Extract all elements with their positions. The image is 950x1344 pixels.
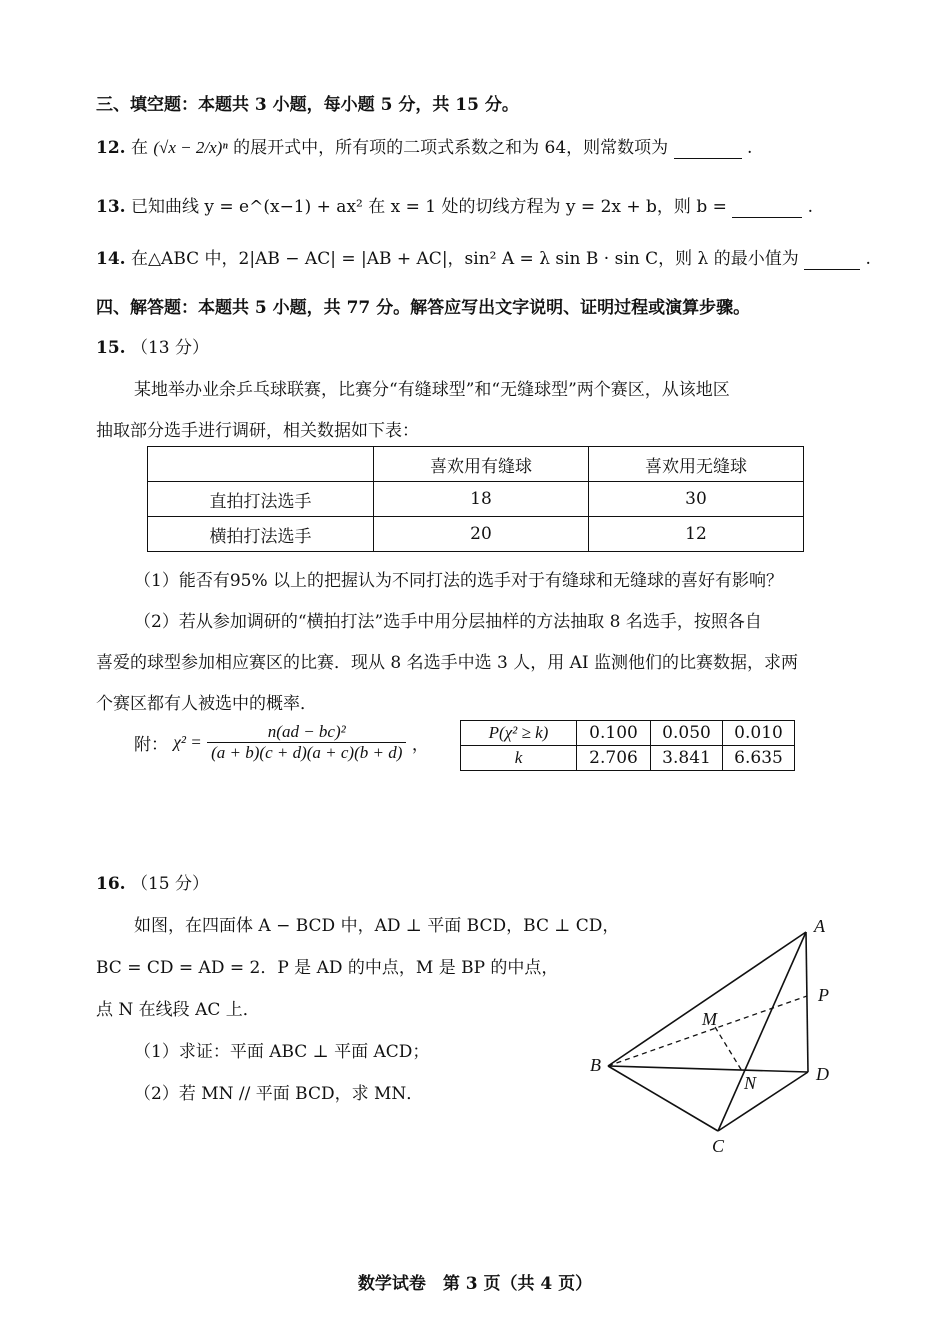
tetrahedron-figure bbox=[580, 905, 840, 1160]
question-12-number: 12. bbox=[96, 138, 126, 158]
table-cell: 0.100 bbox=[577, 721, 651, 746]
table-cell: 12 bbox=[589, 517, 804, 552]
table-cell: 横拍打法选手 bbox=[148, 517, 374, 552]
question-14-number: 14. bbox=[96, 249, 126, 269]
question-15-para1-line2: 抽取部分选手进行调研，相关数据如下表： bbox=[96, 421, 419, 441]
table-header-cell: 喜欢用无缝球 bbox=[589, 447, 804, 482]
table-cell: 2.706 bbox=[577, 746, 651, 771]
label-m: M bbox=[702, 1009, 717, 1029]
table-cell: 20 bbox=[374, 517, 589, 552]
question-14 bbox=[96, 244, 871, 270]
answer-blank-14[interactable] bbox=[804, 249, 860, 270]
table-cell: 直拍打法选手 bbox=[148, 482, 374, 517]
table-cell: 3.841 bbox=[651, 746, 723, 771]
segment-mn bbox=[715, 1027, 742, 1071]
formula-numerator: n(ad − bc)² bbox=[207, 722, 406, 743]
formula-fraction bbox=[207, 722, 406, 763]
question-16-number: 16. bbox=[96, 874, 126, 894]
question-16-line1: 如图，在四面体 A − BCD 中，AD ⊥ 平面 BCD，BC ⊥ CD， bbox=[134, 916, 620, 936]
table-header-cell bbox=[148, 447, 374, 482]
question-16-line3: 点 N 在线段 AC 上． bbox=[96, 1000, 260, 1020]
formula-comma: ， bbox=[411, 735, 429, 755]
section4-heading: 四、解答题：本题共 5 小题，共 77 分。解答应写出文字说明、证明过程或演算步骤。 bbox=[96, 298, 751, 318]
question-16-header bbox=[96, 869, 209, 894]
edge-bc bbox=[608, 1066, 718, 1131]
chi-square-formula bbox=[134, 722, 429, 763]
label-c: C bbox=[712, 1136, 725, 1156]
question-16-score: （15 分） bbox=[130, 874, 210, 894]
formula-lhs: χ² = bbox=[173, 732, 202, 752]
survey-table bbox=[147, 446, 804, 552]
answer-blank-12[interactable] bbox=[674, 138, 742, 159]
table-cell: 0.050 bbox=[651, 721, 723, 746]
chi-square-reference-table bbox=[460, 720, 795, 771]
edge-ad bbox=[806, 932, 808, 1072]
table-cell: P(χ² ≥ k) bbox=[461, 721, 577, 746]
table-header-cell: 喜欢用有缝球 bbox=[374, 447, 589, 482]
table-cell: 30 bbox=[589, 482, 804, 517]
label-b: B bbox=[590, 1055, 601, 1075]
question-15-sub2-line2: 喜爱的球型参加相应赛区的比赛．现从 8 名选手中选 3 人，用 AI 监测他们的比赛数据，求两 bbox=[96, 653, 799, 673]
question-13-end: . bbox=[807, 197, 814, 217]
table-cell: 6.635 bbox=[723, 746, 795, 771]
question-15-header bbox=[96, 333, 209, 358]
question-15-sub1: （1）能否有95% 以上的把握认为不同打法的选手对于有缝球和无缝球的喜好有影响？ bbox=[134, 571, 784, 591]
table-row bbox=[461, 746, 795, 771]
question-12 bbox=[96, 133, 752, 159]
question-13-number: 13. bbox=[96, 197, 126, 217]
table-cell: k bbox=[461, 746, 577, 771]
question-13-text: 已知曲线 y = e^(x−1) + ax² 在 x = 1 处的切线方程为 y = 2x + b，则 b = bbox=[130, 197, 727, 217]
segment-mn-hit bbox=[715, 1027, 742, 1071]
question-15-score: （13 分） bbox=[130, 338, 210, 358]
question-15-para1-line1: 某地举办业余乒乓球联赛，比赛分“有缝球型”和“无缝球型”两个赛区，从该地区 bbox=[134, 380, 730, 400]
question-15-sub2-line3: 个赛区都有人被选中的概率． bbox=[96, 694, 317, 714]
question-12-end: . bbox=[746, 138, 753, 158]
question-15-number: 15. bbox=[96, 338, 126, 358]
question-12-expr: (√x − 2/x)ⁿ bbox=[153, 138, 228, 157]
label-a: A bbox=[814, 916, 825, 936]
question-13 bbox=[96, 192, 813, 218]
question-16-line2: BC = CD = AD = 2．P 是 AD 的中点，M 是 BP 的中点， bbox=[96, 958, 559, 978]
table-cell: 18 bbox=[374, 482, 589, 517]
section3-heading: 三、填空题：本题共 3 小题，每小题 5 分，共 15 分。 bbox=[96, 95, 519, 115]
question-16-sub1: （1）求证：平面 ABC ⊥ 平面 ACD； bbox=[134, 1042, 430, 1062]
question-12-pre: 在 bbox=[130, 138, 148, 158]
segment-bp bbox=[608, 996, 807, 1066]
question-15-sub2-line1: （2）若从参加调研的“横拍打法”选手中用分层抽样的方法抽取 8 名选手，按照各自 bbox=[134, 612, 762, 632]
formula-denominator: (a + b)(c + d)(a + c)(b + d) bbox=[211, 743, 403, 762]
page-footer: 数学试卷 第 3 页（共 4 页） bbox=[357, 1274, 593, 1294]
label-n: N bbox=[744, 1073, 757, 1093]
table-row bbox=[461, 721, 795, 746]
table-row bbox=[148, 447, 804, 482]
label-d: D bbox=[816, 1064, 829, 1084]
question-14-end: . bbox=[865, 249, 871, 269]
table-cell: 0.010 bbox=[723, 721, 795, 746]
label-p: P bbox=[818, 985, 829, 1005]
question-14-text: 在△ABC 中，2|AB − AC| = |AB + AC|，sin² A = λ sin B · sin C，则 λ 的最小值为 bbox=[130, 249, 799, 269]
edge-bd bbox=[608, 1066, 808, 1072]
question-16-sub2: （2）若 MN // 平面 BCD，求 MN． bbox=[134, 1084, 424, 1104]
question-12-text: 的展开式中，所有项的二项式系数之和为 64，则常数项为 bbox=[233, 138, 669, 158]
table-row bbox=[148, 517, 804, 552]
table-row bbox=[148, 482, 804, 517]
answer-blank-13[interactable] bbox=[732, 197, 802, 218]
appendix-label: 附： bbox=[134, 735, 168, 755]
